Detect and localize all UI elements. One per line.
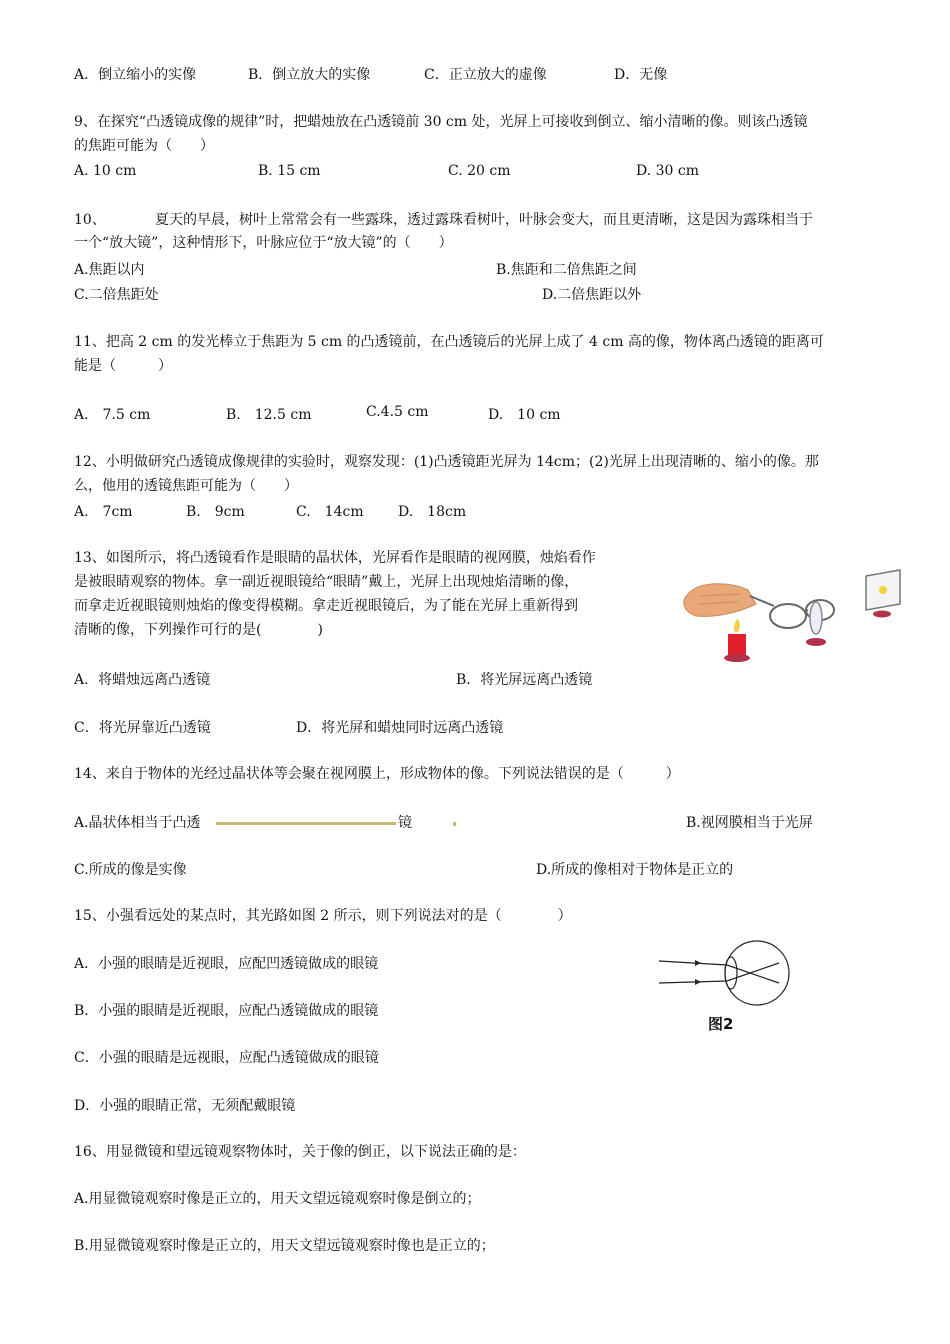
q15-option-d: D．小强的眼睛正常，无须配戴眼镜 bbox=[74, 1098, 296, 1114]
q14-stem: 14、来自于物体的光经过晶状体等会聚在视网膜上，形成物体的像。下列说法错误的是（ ） bbox=[74, 766, 680, 782]
eyeball-icon bbox=[725, 941, 789, 1005]
q12-option-b: B. 9cm bbox=[186, 504, 245, 520]
q10-option-d: D.二倍焦距以外 bbox=[542, 287, 642, 303]
q15-option-b: B．小强的眼睛是近视眼，应配凸透镜做成的眼镜 bbox=[74, 1003, 379, 1019]
q16-option-a: A.用显微镜观察时像是正立的，用天文望远镜观察时像是倒立的； bbox=[74, 1191, 481, 1207]
lens-stand-icon bbox=[806, 638, 826, 646]
crystalline-lens-icon bbox=[725, 957, 737, 989]
q14-option-d: D.所成的像相对于物体是正立的 bbox=[536, 862, 734, 878]
light-screen-icon bbox=[866, 570, 900, 618]
q14-option-c: C.所成的像是实像 bbox=[74, 862, 187, 878]
q9-option-a: A. 10 cm bbox=[74, 163, 137, 179]
q14-option-a-part2: 镜 bbox=[398, 815, 412, 831]
q13-option-d: D．将光屏和蜡烛同时远离凸透镜 bbox=[296, 720, 504, 736]
q13-stem-line2: 是被眼睛观察的物体。拿一副近视眼镜给“眼睛”戴上，光屏上出现烛焰清晰的像， bbox=[74, 574, 579, 590]
q9-stem-line1: 9、在探究“凸透镜成像的规律”时，把蜡烛放在凸透镜前 30 cm 处，光屏上可接收到倒立、缩小清晰的像。则该凸透镜 bbox=[74, 114, 808, 130]
q16-stem: 16、用显微镜和望远镜观察物体时，关于像的倒正，以下说法正确的是： bbox=[74, 1144, 526, 1160]
q15-stem: 15、小强看远处的某点时，其光路如图 2 所示，则下列说法对的是（ ） bbox=[74, 908, 572, 924]
q10-option-b: B.焦距和二倍焦距之间 bbox=[496, 262, 637, 278]
q13-option-a: A．将蜡烛远离凸透镜 bbox=[74, 672, 211, 688]
q11-option-a: A. 7.5 cm bbox=[74, 407, 151, 423]
q10-stem-line1: 夏天的早晨，树叶上常常会有一些露珠，透过露珠看树叶，叶脉会变大，而且更清晰，这是因为露珠相当于 bbox=[155, 212, 813, 228]
q13-option-c: C．将光屏靠近凸透镜 bbox=[74, 720, 211, 736]
q8-option-c: C．正立放大的虚像 bbox=[424, 67, 547, 83]
candle-icon bbox=[724, 618, 750, 662]
hand-icon bbox=[684, 584, 756, 617]
q12-option-d: D. 18cm bbox=[398, 504, 467, 520]
q11-stem-line2: 能是（ ） bbox=[74, 358, 172, 374]
q9-option-d: D. 30 cm bbox=[636, 163, 700, 179]
q12-option-a: A. 7cm bbox=[74, 504, 133, 520]
figure-2-label: 图2 bbox=[708, 1015, 734, 1033]
q14-option-a-part1: A.晶状体相当于凸透 bbox=[74, 815, 201, 831]
q12-stem-line1: 12、小明做研究凸透镜成像规律的实验时，观察发现：(1)凸透镜距光屏为 14cm；(2)光屏上出现清晰的、缩小的像。那 bbox=[74, 454, 819, 470]
q13-stem-line3: 而拿走近视眼镜则烛焰的像变得模糊。拿走近视眼镜后，为了能在光屏上重新得到 bbox=[74, 598, 578, 614]
q11-stem-line1: 11、把高 2 cm 的发光棒立于焦距为 5 cm 的凸透镜前，在凸透镜后的光屏上成了 4 cm 高的像，物体离凸透镜的距离可 bbox=[74, 334, 824, 350]
q12-stem-line2: 么，他用的透镜焦距可能为（ ） bbox=[74, 478, 298, 494]
q13-stem-line1: 13、如图所示，将凸透镜看作是眼睛的晶状体，光屏看作是眼睛的视网膜，烛焰看作 bbox=[74, 550, 596, 566]
q16-option-b: B.用显微镜观察时像是正立的，用天文望远镜观察时像也是正立的； bbox=[74, 1238, 495, 1254]
q10-option-a: A.焦距以内 bbox=[74, 262, 145, 278]
q13-option-b: B．将光屏远离凸透镜 bbox=[456, 672, 593, 688]
q11-option-b: B. 12.5 cm bbox=[226, 407, 312, 423]
q9-stem-line2: 的焦距可能为（ ） bbox=[74, 138, 214, 154]
q14-option-b: B.视网膜相当于光屏 bbox=[686, 815, 813, 831]
q10-option-c: C.二倍焦距处 bbox=[74, 287, 159, 303]
convex-lens-icon bbox=[810, 602, 822, 634]
q10-number: 10、 bbox=[74, 212, 106, 228]
q13-stem-line4: 清晰的像，下列操作可行的是( ) bbox=[74, 622, 323, 638]
q9-option-c: C. 20 cm bbox=[448, 163, 511, 179]
q9-option-b: B. 15 cm bbox=[258, 163, 321, 179]
underline-mark bbox=[216, 822, 396, 825]
q11-option-c: C.4.5 cm bbox=[366, 404, 429, 420]
q15-option-c: C．小强的眼睛是远视眼，应配凸透镜做成的眼镜 bbox=[74, 1050, 379, 1066]
q12-option-c: C. 14cm bbox=[296, 504, 364, 520]
q8-option-a: A．倒立缩小的实像 bbox=[74, 67, 197, 83]
q8-option-b: B．倒立放大的实像 bbox=[248, 67, 371, 83]
eyeglasses-experiment-figure bbox=[670, 560, 910, 670]
q10-stem-line2: 一个“放大镜”，这种情形下，叶脉应位于“放大镜”的（ ） bbox=[74, 235, 453, 251]
q8-option-d: D．无像 bbox=[614, 67, 668, 83]
q11-option-d: D. 10 cm bbox=[488, 407, 561, 423]
dot-mark bbox=[453, 822, 456, 826]
q15-option-a: A．小强的眼睛是近视眼，应配凹透镜做成的眼镜 bbox=[74, 956, 379, 972]
